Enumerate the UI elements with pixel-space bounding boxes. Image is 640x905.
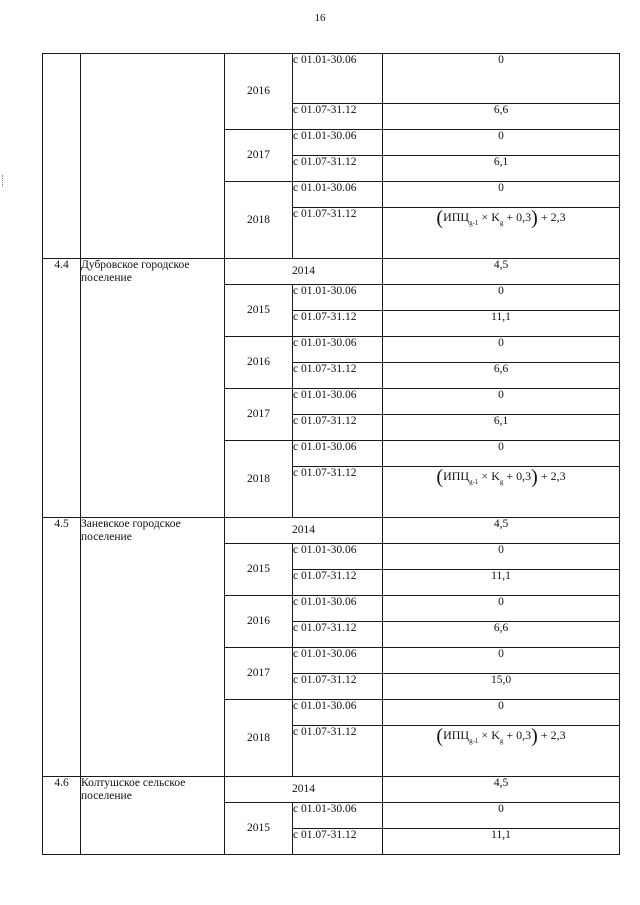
formula-close-paren: ) xyxy=(531,207,538,229)
formula-open-paren: ( xyxy=(436,725,444,747)
period-cell: с 01.07-31.12 xyxy=(293,311,383,337)
formula-sub1: g-1 xyxy=(469,219,479,227)
year-cell: 2014 xyxy=(225,518,383,544)
year-cell: 2018 xyxy=(225,182,293,259)
value-cell: 6,1 xyxy=(383,415,620,441)
period-cell: с 01.07-31.12 xyxy=(293,104,383,130)
period-cell: с 01.07-31.12 xyxy=(293,829,383,855)
row-number xyxy=(43,54,81,259)
period-cell: с 01.07-31.12 xyxy=(293,415,383,441)
formula-head: ИПЦ xyxy=(443,728,470,742)
table-row xyxy=(43,259,620,285)
formula-times: × K xyxy=(478,210,500,224)
value-cell: 11,1 xyxy=(383,570,620,596)
formula-sub1: g-1 xyxy=(469,478,479,486)
formula-tail: + 2,3 xyxy=(537,469,566,483)
formula-open-paren: ( xyxy=(436,207,444,229)
formula-sub2: g xyxy=(499,478,504,486)
year-cell: 2015 xyxy=(225,285,293,337)
year-cell: 2014 xyxy=(225,259,383,285)
formula-head: ИПЦ xyxy=(443,210,470,224)
period-cell: с 01.01-30.06 xyxy=(293,389,383,415)
value-cell: 0 xyxy=(383,803,620,829)
formula-close-paren: ) xyxy=(531,466,538,488)
value-cell: 4,5 xyxy=(383,777,620,803)
year-cell: 2016 xyxy=(225,596,293,648)
period-cell: с 01.07-31.12 xyxy=(293,570,383,596)
value-cell: 0 xyxy=(383,130,620,156)
settlement-name: Заневское городское поселение xyxy=(81,518,225,777)
value-cell: 11,1 xyxy=(383,829,620,855)
value-cell xyxy=(383,726,620,777)
value-cell: 15,0 xyxy=(383,674,620,700)
period-cell: с 01.01-30.06 xyxy=(293,285,383,311)
value-cell: 6,6 xyxy=(383,363,620,389)
row-number: 4.4 xyxy=(43,259,81,518)
value-cell: 4,5 xyxy=(383,259,620,285)
value-cell: 6,1 xyxy=(383,156,620,182)
formula xyxy=(436,208,565,230)
margin-mark xyxy=(2,175,5,187)
period-cell: с 01.01-30.06 xyxy=(293,337,383,363)
value-cell: 0 xyxy=(383,596,620,622)
period-cell: с 01.07-31.12 xyxy=(293,467,383,518)
value-cell: 4,5 xyxy=(383,518,620,544)
period-cell: с 01.01-30.06 xyxy=(293,648,383,674)
year-cell: 2016 xyxy=(225,337,293,389)
value-cell xyxy=(383,467,620,518)
formula-sub2: g xyxy=(499,737,504,745)
period-cell: с 01.01-30.06 xyxy=(293,441,383,467)
period-cell: с 01.01-30.06 xyxy=(293,544,383,570)
formula xyxy=(436,467,565,489)
tariff-table-body xyxy=(43,54,620,855)
settlement-name: Колтушское сельское поселение xyxy=(81,777,225,855)
table-row xyxy=(43,54,620,104)
formula-plus: + 0,3 xyxy=(503,469,532,483)
formula-plus: + 0,3 xyxy=(503,728,532,742)
year-cell: 2014 xyxy=(225,777,383,803)
tariff-table xyxy=(42,53,620,855)
value-cell: 6,6 xyxy=(383,622,620,648)
value-cell: 0 xyxy=(383,337,620,363)
period-cell: с 01.07-31.12 xyxy=(293,156,383,182)
period-cell: с 01.01-30.06 xyxy=(293,54,383,104)
period-cell: с 01.07-31.12 xyxy=(293,674,383,700)
year-cell: 2017 xyxy=(225,389,293,441)
formula-times: × K xyxy=(478,728,500,742)
year-cell: 2018 xyxy=(225,441,293,518)
formula-tail: + 2,3 xyxy=(537,728,566,742)
year-cell: 2017 xyxy=(225,648,293,700)
period-cell: с 01.07-31.12 xyxy=(293,622,383,648)
value-cell: 0 xyxy=(383,389,620,415)
formula-sub1: g-1 xyxy=(469,737,479,745)
value-cell xyxy=(383,208,620,259)
period-cell: с 01.07-31.12 xyxy=(293,363,383,389)
year-cell: 2015 xyxy=(225,803,293,855)
year-cell: 2016 xyxy=(225,54,293,130)
period-cell: с 01.01-30.06 xyxy=(293,130,383,156)
table-row xyxy=(43,518,620,544)
formula-head: ИПЦ xyxy=(443,469,470,483)
period-cell: с 01.01-30.06 xyxy=(293,596,383,622)
value-cell: 11,1 xyxy=(383,311,620,337)
settlement-name: Дубровское городское поселение xyxy=(81,259,225,518)
formula-close-paren: ) xyxy=(531,725,538,747)
period-cell: с 01.07-31.12 xyxy=(293,208,383,259)
page-number: 16 xyxy=(314,12,326,24)
period-cell: с 01.01-30.06 xyxy=(293,700,383,726)
year-cell: 2017 xyxy=(225,130,293,182)
year-cell: 2018 xyxy=(225,700,293,777)
value-cell: 0 xyxy=(383,54,620,104)
value-cell: 0 xyxy=(383,700,620,726)
period-cell: с 01.01-30.06 xyxy=(293,803,383,829)
value-cell: 0 xyxy=(383,441,620,467)
value-cell: 6,6 xyxy=(383,104,620,130)
formula-plus: + 0,3 xyxy=(503,210,532,224)
value-cell: 0 xyxy=(383,544,620,570)
row-number: 4.6 xyxy=(43,777,81,855)
formula-tail: + 2,3 xyxy=(537,210,566,224)
value-cell: 0 xyxy=(383,285,620,311)
value-cell: 0 xyxy=(383,182,620,208)
formula-times: × K xyxy=(478,469,500,483)
row-number: 4.5 xyxy=(43,518,81,777)
settlement-name xyxy=(81,54,225,259)
period-cell: с 01.01-30.06 xyxy=(293,182,383,208)
formula-sub2: g xyxy=(499,219,504,227)
value-cell: 0 xyxy=(383,648,620,674)
period-cell: с 01.07-31.12 xyxy=(293,726,383,777)
formula xyxy=(436,726,565,748)
table-row xyxy=(43,777,620,803)
formula-open-paren: ( xyxy=(436,466,444,488)
year-cell: 2015 xyxy=(225,544,293,596)
